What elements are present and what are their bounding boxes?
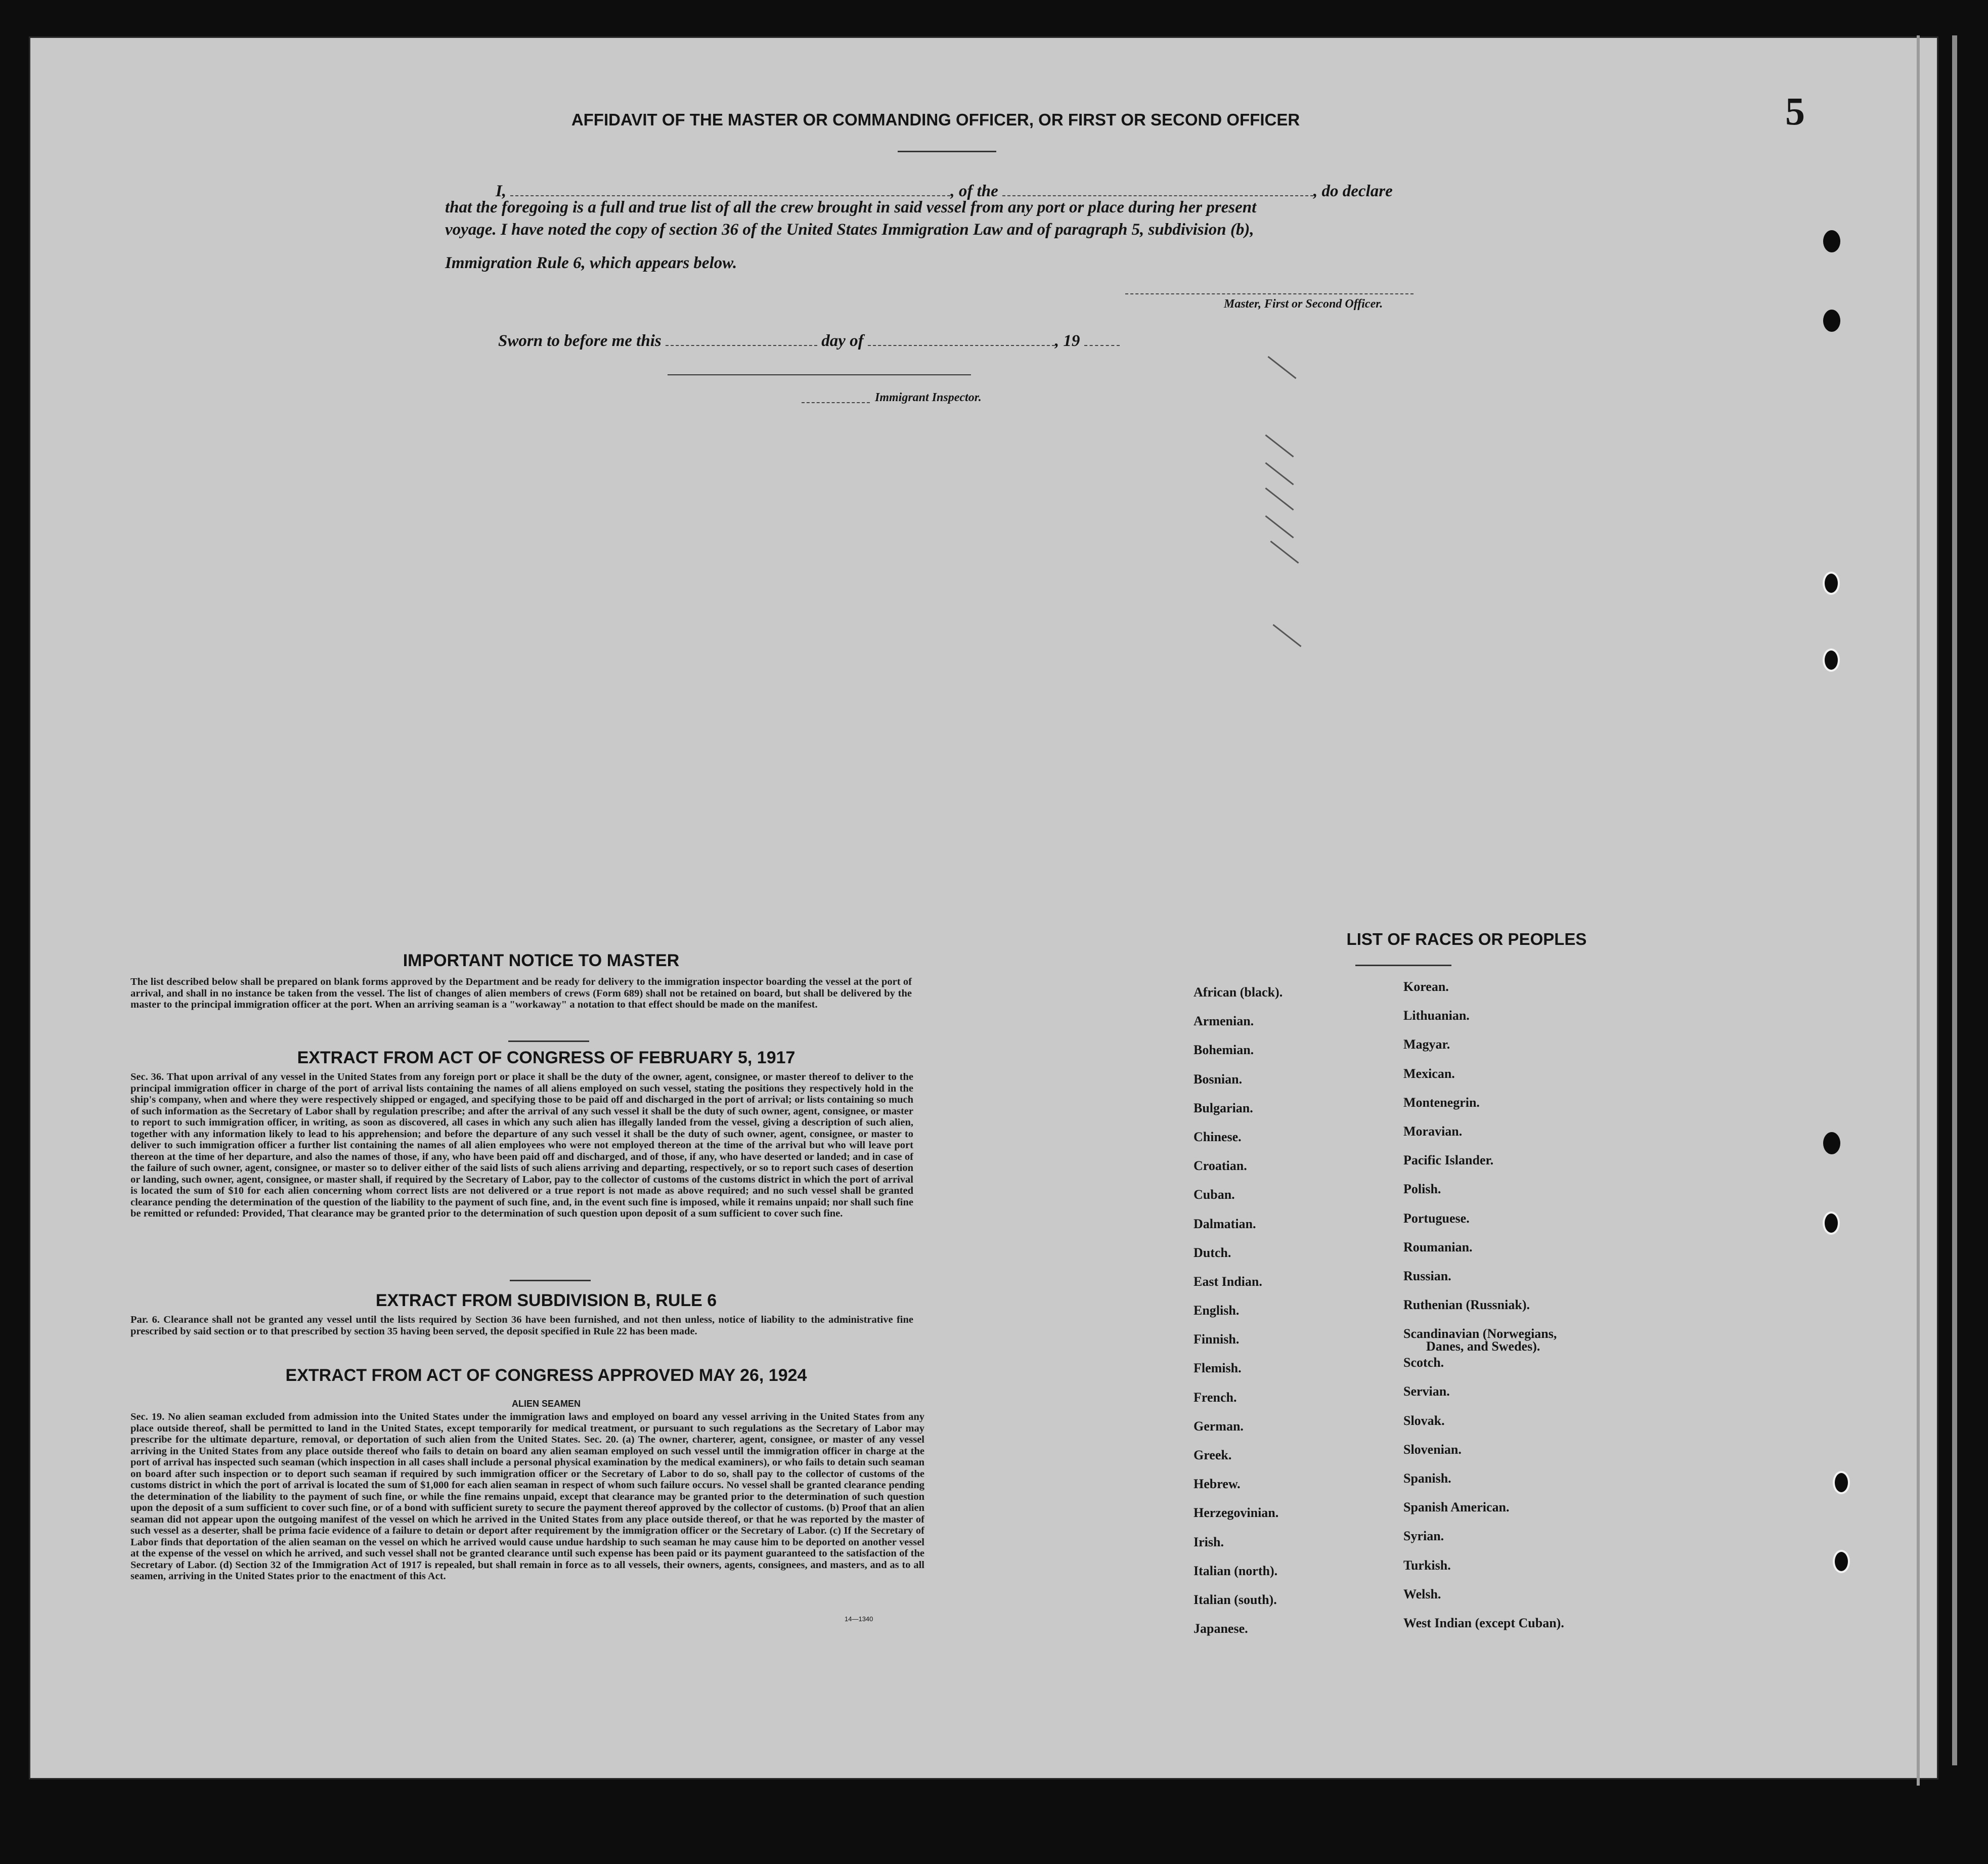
sworn-day-field[interactable] <box>666 332 817 346</box>
race-item: Korean. <box>1403 979 1449 994</box>
race-item: Russian. <box>1403 1268 1451 1283</box>
race-item: Welsh. <box>1403 1586 1441 1601</box>
affidavit-i: I, <box>496 182 507 200</box>
race-item: Spanish. <box>1403 1471 1451 1486</box>
extract-1924-text: Sec. 19. No alien seaman excluded from admission into the United States under the immigration laws and employed on board any vessel arriving in the United States from any place outside thereof, shall be permitted to land in the United States, except temporarily for medical treatment, or pursuant to such regulations as the Secretary of Labor may prescribe for the ultimate departure, removal, or deportation of such alien from the United States. Sec. 20. (a) The owner, charterer, agent, consignee, or master of any vessel arriving in the United States from any place outside thereof who fails to detain on board any alien seaman employed on such vessel until the immigration officer in charge at the port of arrival has inspected such seaman (which inspection in all cases shall include a personal physical examination by the medical examiners), or who fails to detain such seaman on board after such inspection or to deport such seaman if required by such immigration officer or the Secretary of Labor to do so, shall pay to the collector of customs of the customs district in which the port of arrival is located the sum of $1,000 for each alien seaman in respect of whom such failure occurs. No vessel shall be granted clearance pending the determination of the liability to the payment of such fine, or while the fine remains unpaid, except that clearance may be granted prior to the determination of such question upon the deposit of a sum sufficient to cover such fine, or of a bond with sufficient surety to secure the payment thereof approved by the collector of customs. (b) Proof that an alien seaman did not appear upon the outgoing manifest of the vessel on which he arrived in the United States from any place outside thereof, or that he was reported by the master of such vessel as a deserter, shall be prima facie evidence of a failure to detain or deport after requirement by the immigration officer or the Secretary of Labor. (c) If the Secretary of Labor finds that deportation of the alien seaman on the vessel on which he arrived would cause undue hardship to such seaman he may cause him to be deported on another vessel at the expense of the vessel on which he arrived, and such vessel shall not be granted clearance until such expense has been paid or its payment guaranteed to the satisfaction of the Secretary of Labor. (d) Section 32 of the Immigration Act of 1917 is repealed, but shall remain in force as to all vessels, their owners, agents, consignees, and masters, and as to all seamen, arriving in the United States prior to the enactment of this Act. <box>130 1411 924 1582</box>
page-edge-inner <box>1917 35 1920 1786</box>
race-item: Armenian. <box>1194 1014 1254 1029</box>
race-item: Portuguese. <box>1403 1210 1470 1226</box>
master-signature-label: Master, First or Second Officer. <box>1224 297 1383 311</box>
race-item: French. <box>1194 1390 1237 1405</box>
race-item: Servian. <box>1403 1384 1450 1399</box>
binder-hole <box>1823 1132 1840 1154</box>
race-item: Scotch. <box>1403 1355 1444 1370</box>
binder-hole <box>1823 230 1840 252</box>
race-item: Magyar. <box>1403 1037 1450 1052</box>
race-item: Irish. <box>1194 1534 1224 1549</box>
extract-1917-title: EXTRACT FROM ACT OF CONGRESS OF FEBRUARY 5, 1917 <box>297 1048 796 1067</box>
race-item: West Indian (except Cuban). <box>1403 1615 1564 1630</box>
extract-1924-subtitle: ALIEN SEAMEN <box>511 1399 581 1409</box>
page-edge <box>1952 35 1957 1765</box>
race-item: Bohemian. <box>1194 1043 1254 1058</box>
extract-1917-rule <box>510 1280 591 1281</box>
page-mark: 5 <box>1785 89 1805 133</box>
race-item: Japanese. <box>1194 1621 1248 1636</box>
binder-hole <box>1823 310 1840 332</box>
affidavit-line-2: that the foregoing is a full and true list of all the crew brought in said vessel from any port or place during her present <box>445 198 1257 216</box>
race-item: Finnish. <box>1194 1332 1240 1347</box>
race-item: English. <box>1194 1303 1240 1318</box>
affidavit-line-3: voyage. I have noted the copy of section 36 of the United States Immigration Law and of paragraph 5, subdivision (b), <box>445 221 1254 239</box>
form-number: 14—1340 <box>845 1615 873 1623</box>
extract-1917-text: Sec. 36. That upon arrival of any vessel in the United States from any foreign port or place it shall be the duty of the owner, agent, consignee, or master thereof to deliver to the principal immigration officer in charge of the port of arrival lists containing the names of all aliens employed on such vessel, stating the positions they respectively hold in the ship's company, when and where they were respectively shipped or engaged, and specifying those to be paid off and discharged in the port of arrival; or lists containing so much of such information as the Secretary of Labor shall by regulation prescribe; and after the arrival of any such vessel it shall be the duty of such owner, agent, consignee, or master to report to such immigration officer, in writing, as soon as discovered, all cases in which any such alien has illegally landed from the vessel, giving a description of such alien, together with any information likely to lead to his apprehension; and before the departure of any such vessel it shall be the duty of such owner, agent, consignee, or master to deliver to such immigration officer a further list containing the names of all alien employees who were not employed thereon at the time of the arrival but who will leave port thereon at the time of her departure, and also the names of those, if any, who have been paid off and discharged, and of those, if any, who have deserted or landed; and in case of the failure of such owner, agent, consignee, or master so to deliver either of the said lists of such aliens arriving and departing, respectively, or so to report such cases of desertion or landing, such owner, agent, consignee, or master shall, if required by the Secretary of Labor, pay to the collector of customs of the customs district in which the port of arrival is located the sum of $10 for each alien concerning whom correct lists are not delivered or a true report is not made as above required; and no such vessel shall be granted clearance pending the determination of the question of the liability to the payment of such fine, and, in the event such fine is imposed, while it remains unpaid; nor shall such fine be remitted or refunded: Provided, That clearance may be granted prior to the determination of such question upon deposit of a sum sufficient to cover such fine. <box>130 1071 913 1219</box>
race-item: Pacific Islander. <box>1403 1153 1494 1168</box>
affidavit-declare: , do declare <box>1313 182 1393 200</box>
race-item: Italian (north). <box>1194 1563 1278 1578</box>
race-item: Turkish. <box>1403 1557 1451 1573</box>
races-right-column <box>1403 979 1564 1644</box>
subdivision-text: Par. 6. Clearance shall not be granted any vessel until the lists required by Section 36 have been furnished, and not then unless, notice of liability to the administrative fine prescribed by said section or to that prescribed by section 35 having been served, the deposit specified in Rule 22 has been made. <box>130 1314 913 1337</box>
race-item: Bosnian. <box>1194 1071 1243 1087</box>
race-item: Cuban. <box>1194 1187 1235 1202</box>
race-item: Dalmatian. <box>1194 1216 1256 1231</box>
race-item: Croatian. <box>1194 1158 1247 1174</box>
notice-rule <box>508 1041 589 1042</box>
race-item: Slovak. <box>1403 1413 1445 1428</box>
race-item: African (black). <box>1194 985 1283 1000</box>
races-title: LIST OF RACES OR PEOPLES <box>1346 930 1587 948</box>
races-rule <box>1355 965 1451 966</box>
race-item: Scandinavian (Norwegians, <box>1403 1326 1557 1341</box>
race-item: Slovenian. <box>1403 1442 1462 1457</box>
inspector-label: Immigrant Inspector. <box>875 391 982 404</box>
race-item: Hebrew. <box>1194 1477 1241 1492</box>
race-item: Montenegrin. <box>1403 1095 1480 1110</box>
sworn-year-field[interactable] <box>1084 332 1120 346</box>
binder-hole <box>1823 572 1840 595</box>
race-item: Lithuanian. <box>1403 1008 1470 1023</box>
inspector-dash <box>802 402 870 403</box>
extract-1924-title: EXTRACT FROM ACT OF CONGRESS APPROVED MAY 26, 1924 <box>285 1366 807 1385</box>
sworn-day-of: day of <box>821 332 864 350</box>
race-item: Polish. <box>1403 1182 1441 1197</box>
race-item: Herzegovinian. <box>1194 1505 1279 1521</box>
binder-hole <box>1833 1550 1850 1573</box>
race-item: Ruthenian (Russniak). <box>1403 1297 1530 1313</box>
sworn-year: , 19 <box>1054 332 1080 350</box>
title-rule <box>898 151 996 152</box>
race-item: Greek. <box>1194 1448 1232 1462</box>
binder-hole <box>1823 648 1840 672</box>
binder-hole <box>1833 1471 1850 1494</box>
inspector-signature-line[interactable] <box>668 374 971 375</box>
race-item: Flemish. <box>1194 1361 1242 1376</box>
race-item: German. <box>1194 1418 1244 1434</box>
notice-text: The list described below shall be prepared on blank forms approved by the Department and be ready for delivery to the immigration inspector boarding the vessel at the port of arrival, and shall in no instance be taken from the vessel. The list of changes of alien members of crews (Form 689) shall not be retained on board, but shall be delivered by the master to the principal immigration officer at the port. When an arriving seaman is a "workaway" a notation to that effect should be made on the manifest. <box>130 976 912 1010</box>
race-item: Dutch. <box>1194 1245 1231 1260</box>
race-item: Roumanian. <box>1403 1239 1473 1254</box>
race-item: Mexican. <box>1403 1066 1455 1081</box>
sworn-month-field[interactable] <box>868 332 1055 346</box>
race-item: Syrian. <box>1403 1529 1444 1544</box>
race-item: East Indian. <box>1194 1274 1262 1289</box>
notice-title: IMPORTANT NOTICE TO MASTER <box>403 951 680 970</box>
affidavit-of-the: , of the <box>950 182 998 200</box>
races-left-column <box>1194 985 1283 1650</box>
subdivision-title: EXTRACT FROM SUBDIVISION B, RULE 6 <box>375 1291 717 1310</box>
race-item: Bulgarian. <box>1194 1100 1253 1115</box>
sworn-line <box>498 328 1120 354</box>
race-item: Moravian. <box>1403 1123 1463 1139</box>
affidavit-title: AFFIDAVIT OF THE MASTER OR COMMANDING OFFICER, OR FIRST OR SECOND OFFICER <box>571 110 1300 129</box>
race-item: Chinese. <box>1194 1129 1242 1144</box>
sworn-prefix: Sworn to before me this <box>498 332 661 350</box>
race-item: Italian (south). <box>1194 1592 1277 1607</box>
affidavit-line-4: Immigration Rule 6, which appears below. <box>445 254 737 272</box>
race-item: Spanish American. <box>1403 1500 1510 1515</box>
binder-hole <box>1823 1211 1840 1235</box>
race-item: Danes, and Swedes). <box>1426 1339 1540 1354</box>
